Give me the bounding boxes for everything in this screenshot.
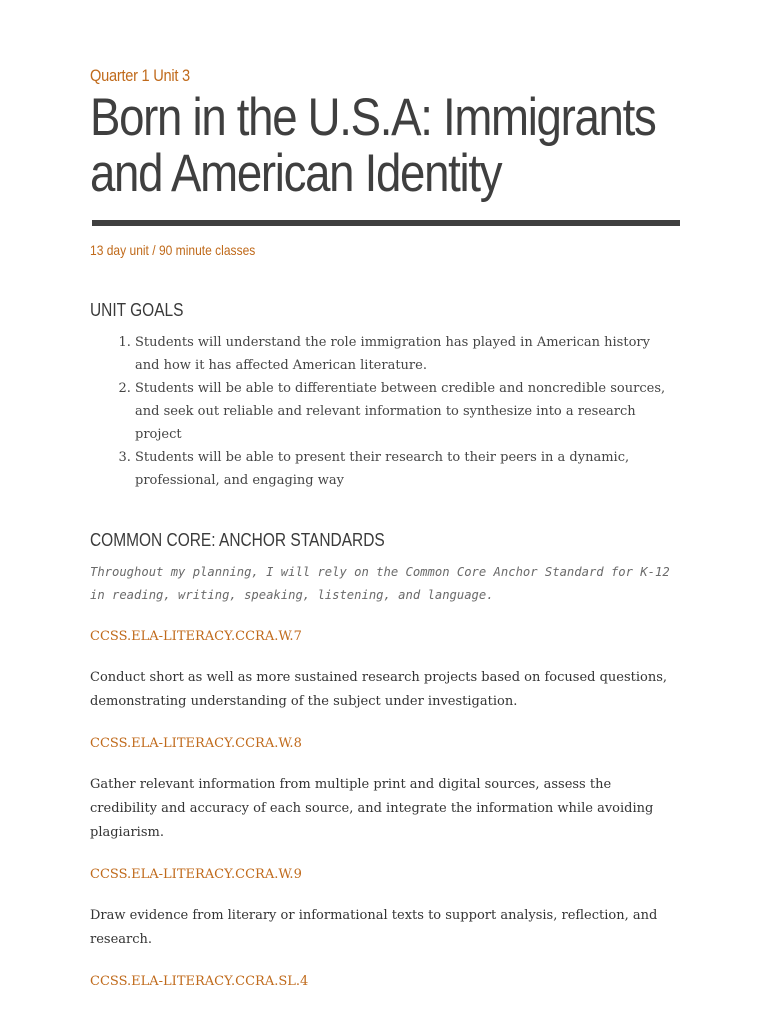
- goal-item: 2. Students will be able to differentiate between credible and noncredible sources, and seek out reliable and relevant information to synthesize into a research project: [135, 377, 678, 446]
- anchor-standards-heading: COMMON CORE: ANCHOR STANDARDS: [90, 530, 385, 550]
- unit-goals-list: [90, 331, 678, 492]
- planning-note: Throughout my planning, I will rely on the Common Core Anchor Standard for K-12 in reading, writing, speaking, listening, and language.: [90, 565, 670, 602]
- standard-description: Conduct short as well as more sustained research projects based on focused questions, demonstrating understanding of the subject under investigation.: [90, 670, 668, 709]
- standard-code: CCSS.ELA-LITERACY.CCRA.W.7: [90, 629, 302, 644]
- page-title: Born in the U.S.A: Immigrants and American Identity: [90, 88, 656, 203]
- unit-goals-heading: UNIT GOALS: [90, 300, 184, 320]
- title-divider: [92, 220, 680, 226]
- standard-description: Gather relevant information from multiple print and digital sources, assess the credibility and accuracy of each source, and integrate the information while avoiding plagiarism.: [90, 777, 654, 840]
- standard-code: CCSS.ELA-LITERACY.CCRA.W.9: [90, 867, 302, 882]
- standard-code: CCSS.ELA-LITERACY.CCRA.W.8: [90, 736, 302, 751]
- standard-code: CCSS.ELA-LITERACY.CCRA.SL.4: [90, 974, 309, 989]
- standard-description: Draw evidence from literary or informational texts to support analysis, reflection, and research.: [90, 908, 658, 947]
- goal-item: 1. Students will understand the role immigration has played in American history and how it has affected American literature.: [135, 331, 678, 377]
- unit-duration: 13 day unit / 90 minute classes: [90, 242, 256, 258]
- unit-label: Quarter 1 Unit 3: [90, 66, 190, 85]
- goal-item: 3. Students will be able to present their research to their peers in a dynamic, professional, and engaging way: [135, 446, 678, 492]
